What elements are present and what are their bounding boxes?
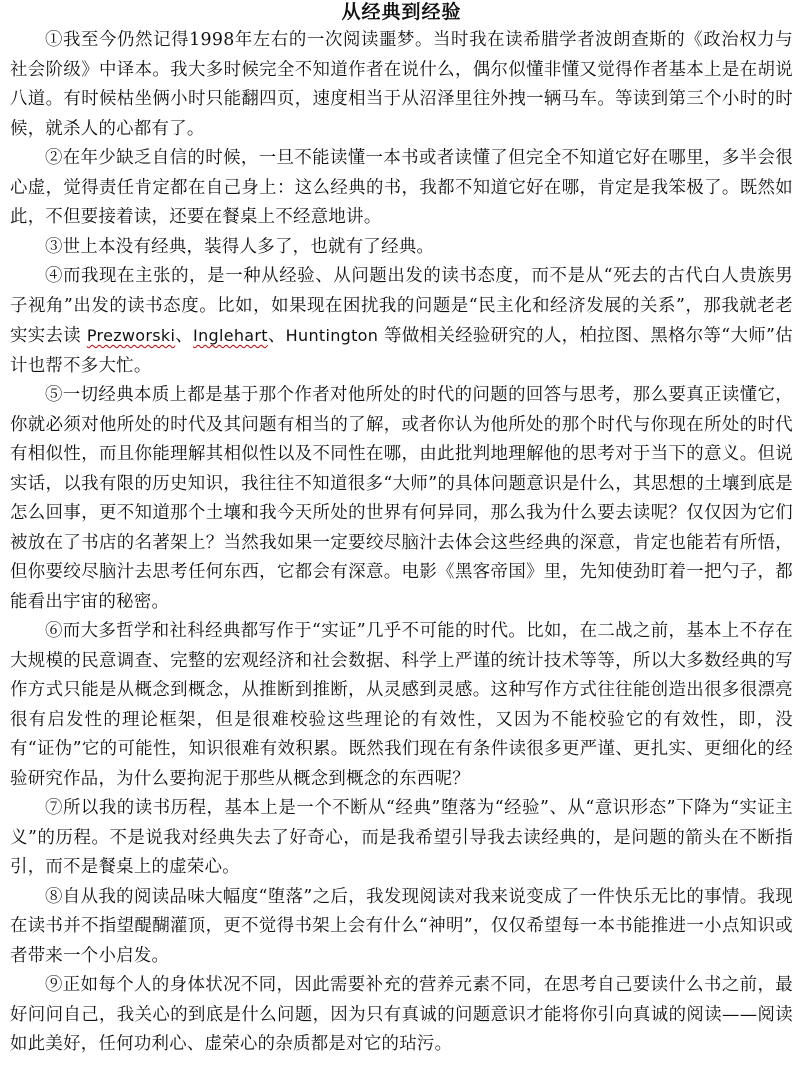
article [10, 0, 793, 1060]
author-name-huntington: Huntington [285, 326, 379, 345]
paragraph-4-text-after: 等做相关经验研究的人，柏拉图、黑格尔等“大师”估计也帮不多大忙。 [10, 326, 793, 376]
author-name-prezworski: Prezworski [86, 326, 176, 345]
paragraph-3: ③世上本没有经典，装得人多了，也就有了经典。 [45, 236, 435, 257]
paragraph-1: ①我至今仍然记得1998年左右的一次阅读噩梦。当时我在读希腊学者波朗查斯的《政治权力与社会阶级》中译本。我大多时候完全不知道作者在说什么，偶尔似懂非懂又觉得作者基本上是在胡说八道。有时候枯坐俩小时只能翻四页，速度相当于从沼泽里往外拽一辆马车。等读到第三个小时的时候，就杀人的心都有了。 [10, 30, 793, 139]
paragraph-9: ⑨正如每个人的身体状况不同，因此需要补充的营养元素不同，在思考自己要读什么书之前，最好问问自己，我关心的到底是什么问题，因为只有真诚的问题意识才能将你引向真诚的阅读——阅读如此美好，任何功利心、虚荣心的杂质都是对它的玷污。 [10, 975, 793, 1054]
author-name-inglehart: Inglehart [193, 326, 268, 345]
separator: 、 [175, 326, 194, 346]
paragraph-8: ⑧自从我的阅读品味大幅度“堕落”之后，我发现阅读对我来说变成了一件快乐无比的事情。我现在读书并不指望醍醐灌顶，更不觉得书架上会有什么“神明”，仅仅希望每一本书能推进一小点知识或者带来一个小启发。 [10, 886, 793, 966]
paragraph-4 [10, 262, 793, 381]
paragraph-6: ⑥而大多哲学和社科经典都写作于“实证”几乎不可能的时代。比如，在二战之前，基本上不存在大规模的民意调查、完整的宏观经济和社会数据、科学上严谨的统计技术等等，所以大多数经典的写作方式只能是从概念到概念，从推断到推断，从灵感到灵感。这种写作方式往往能创造出很多很漂亮很有启发性的理论框架，但是很难校验这些理论的有效性，又因为不能校验它的有效性，即，没有“证伪”它的可能性，知识很难有效积累。既然我们现在有条件读很多更严谨、更扎实、更细化的经验研究作品，为什么要拘泥于那些从概念到概念的东西呢？ [10, 621, 793, 789]
paragraph-4-text-before: ④而我现在主张的，是一种从经验、从问题出发的读书态度，而不是从“死去的古代白人贵族男子视角”出发的读书态度。比如，如果现在困扰我的问题是“民主化和经济发展的关系”，那我就老老实实去读 [10, 266, 793, 346]
article-title: 从经典到经验 [341, 1, 462, 23]
separator: 、 [267, 326, 286, 346]
paragraph-5: ⑤一切经典本质上都是基于那个作者对他所处的时代的问题的回答与思考，那么要真正读懂它，你就必须对他所处的时代及其问题有相当的了解，或者你认为他所处的那个时代与你现在所处的时代有相似性，而且你能理解其相似性以及不同性在哪，由此批判地理解他的思考对于当下的意义。但说实话，以我有限的历史知识，我往往不知道很多“大师”的具体问题意识是什么，其思想的土壤到底是怎么回事，更不知道那个土壤和我今天所处的世界有何异同，那么我为什么要去读呢？仅仅因为它们被放在了书店的名著架上？当然我如果一定要绞尽脑汁去体会这些经典的深意，肯定也能若有所悟，但你要绞尽脑汁去思考任何东西，它都会有深意。电影《黑客帝国》里，先知使劲盯着一把勺子，都能看出宇宙的秘密。 [10, 385, 793, 612]
paragraph-7: ⑦所以我的读书历程，基本上是一个不断从“经典”堕落为“经验”、从“意识形态”下降为“实证主义”的历程。不是说我对经典失去了好奇心，而是我希望引导我去读经典的，是问题的箭头在不断指引，而不是餐桌上的虚荣心。 [10, 798, 793, 877]
paragraph-2: ②在年少缺乏自信的时候，一旦不能读懂一本书或者读懂了但完全不知道它好在哪里，多半会很心虚，觉得责任肯定都在自己身上：这么经典的书，我都不知道它好在哪，肯定是我笨极了。既然如此，不但要接着读，还要在餐桌上不经意地讲。 [10, 148, 793, 227]
